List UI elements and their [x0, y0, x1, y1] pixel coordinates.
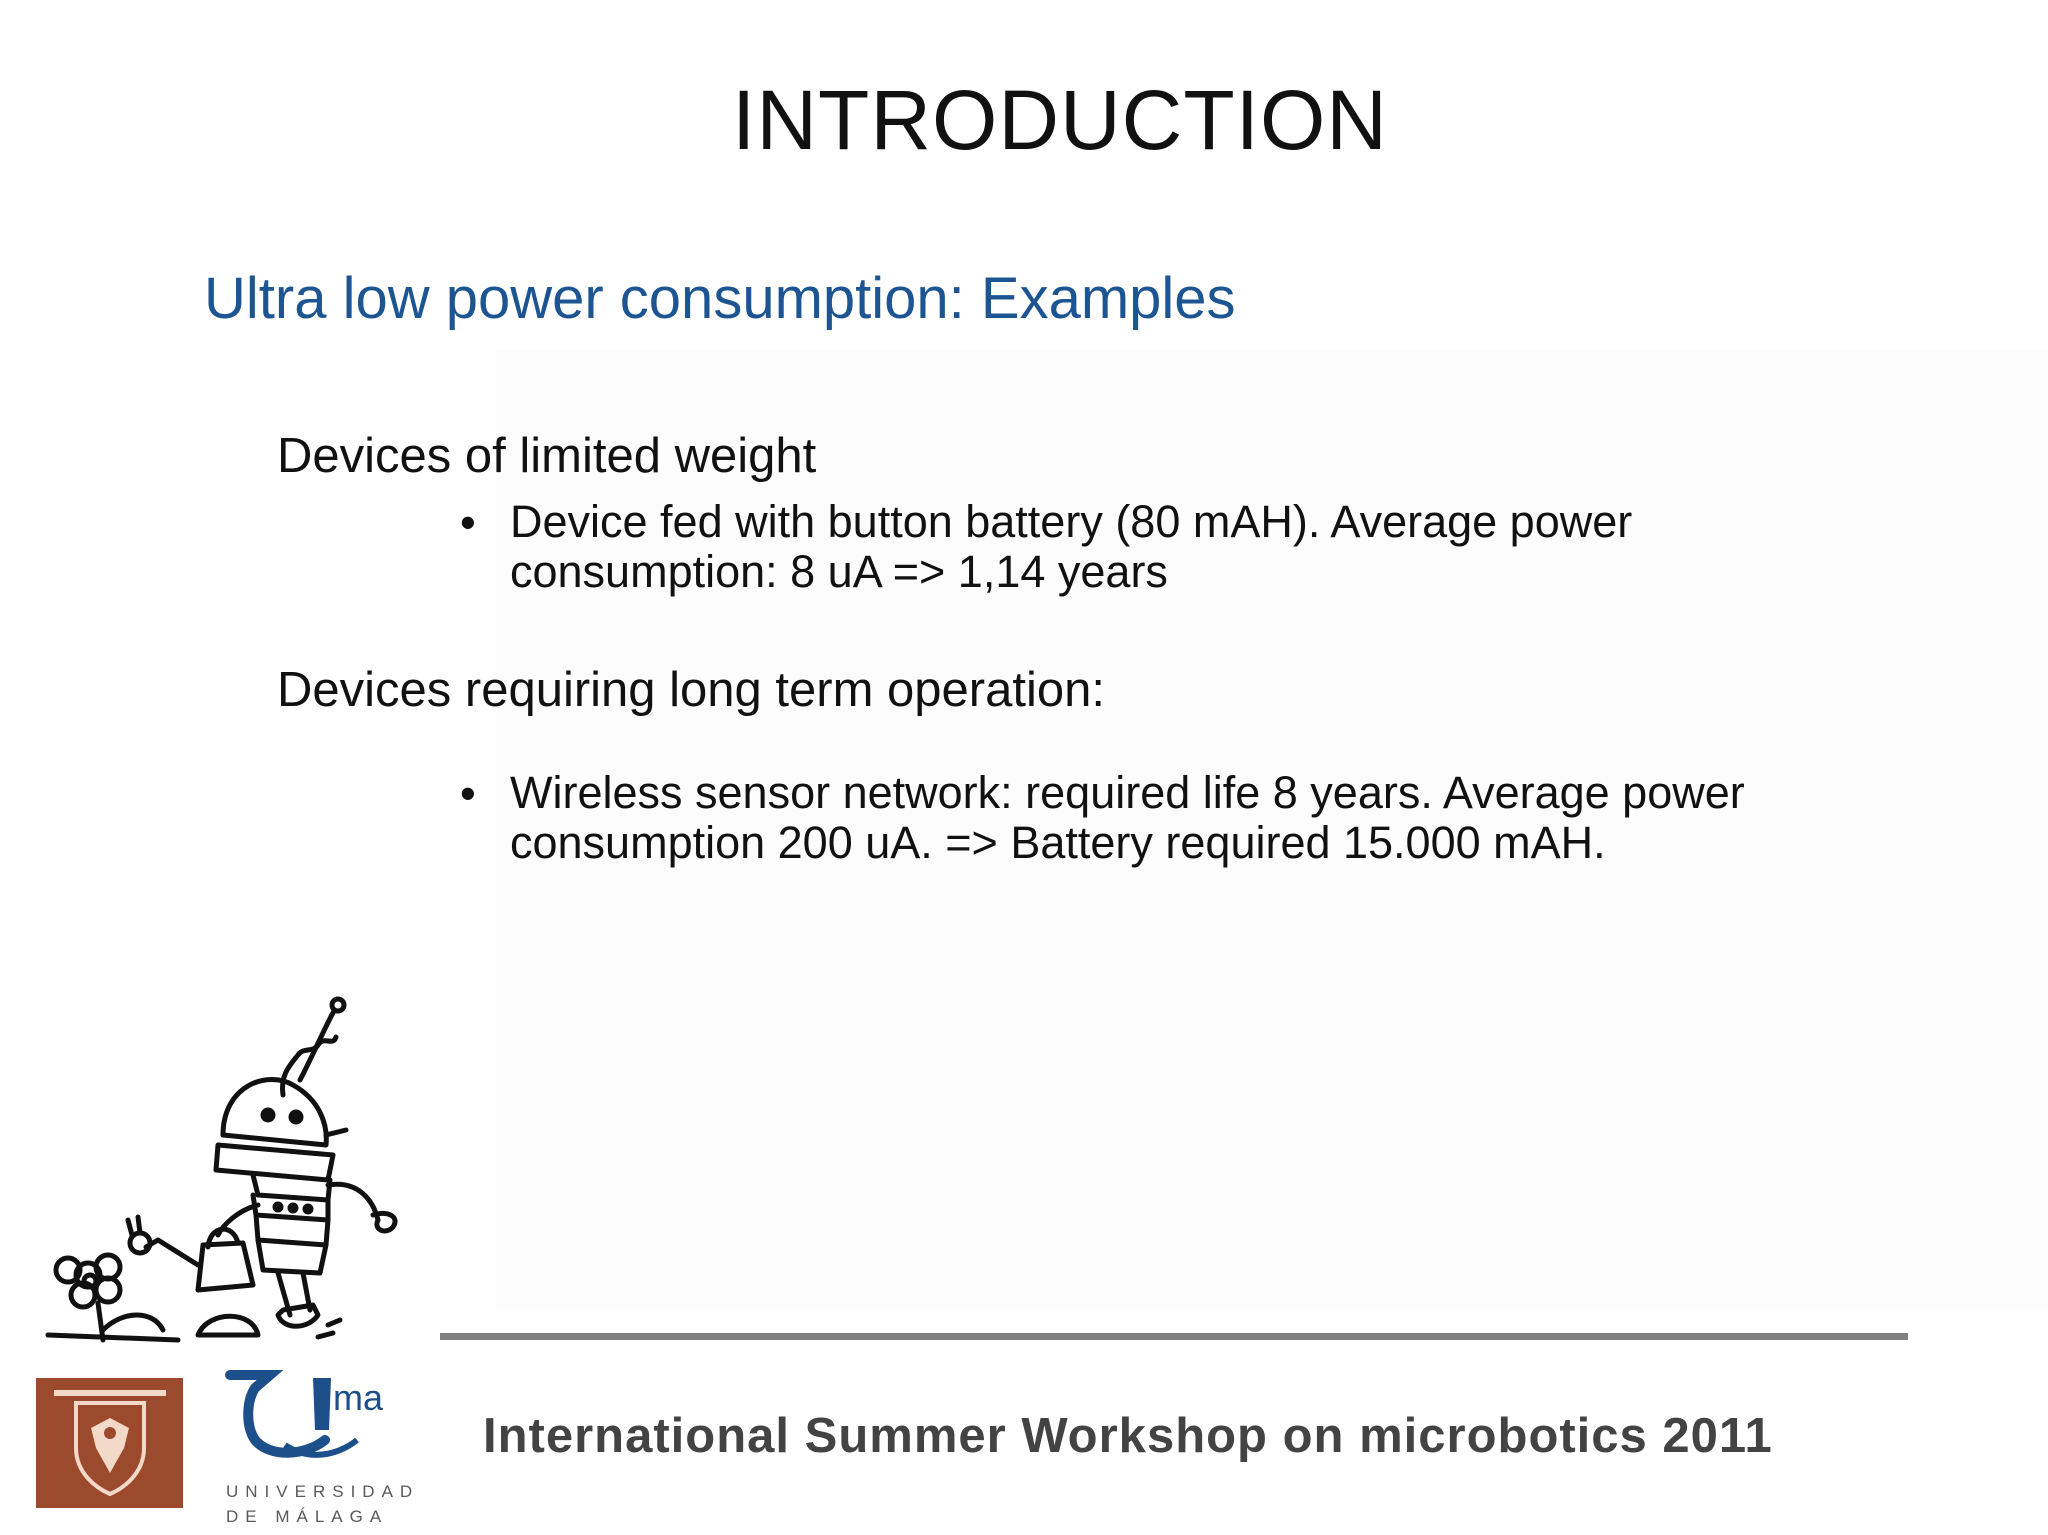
- university-crest-logo: [36, 1378, 183, 1508]
- section-heading-long-term: Devices requiring long term operation:: [277, 663, 1105, 717]
- university-name-line2: DE MÁLAGA: [226, 1507, 389, 1526]
- slide-subtitle: Ultra low power consumption: Examples: [204, 266, 1236, 331]
- bullet-line: consumption 200 uA. => Battery required 15.000 mAH.: [510, 817, 1606, 868]
- footer-divider: [440, 1333, 1908, 1340]
- slide-title: INTRODUCTION: [732, 73, 1388, 167]
- section-heading-limited-weight: Devices of limited weight: [277, 429, 817, 483]
- bullet-line: consumption: 8 uA => 1,14 years: [510, 546, 1168, 597]
- bullet-marker: •: [460, 768, 476, 819]
- university-name-line1: UNIVERSIDAD: [226, 1482, 420, 1501]
- uma-mark-text: ma: [333, 1377, 384, 1418]
- footer-title: International Summer Workshop on microbotics 2011: [483, 1409, 1773, 1463]
- bullet-line: Device fed with button battery (80 mAH). Average power: [510, 496, 1633, 547]
- bullet-marker: •: [460, 497, 476, 548]
- robot-gardener-illustration: [28, 985, 408, 1355]
- eagle-crest-icon: [36, 1378, 183, 1508]
- uma-logo: [225, 1370, 395, 1470]
- bullet-line: Wireless sensor network: required life 8 years. Average power: [510, 767, 1745, 818]
